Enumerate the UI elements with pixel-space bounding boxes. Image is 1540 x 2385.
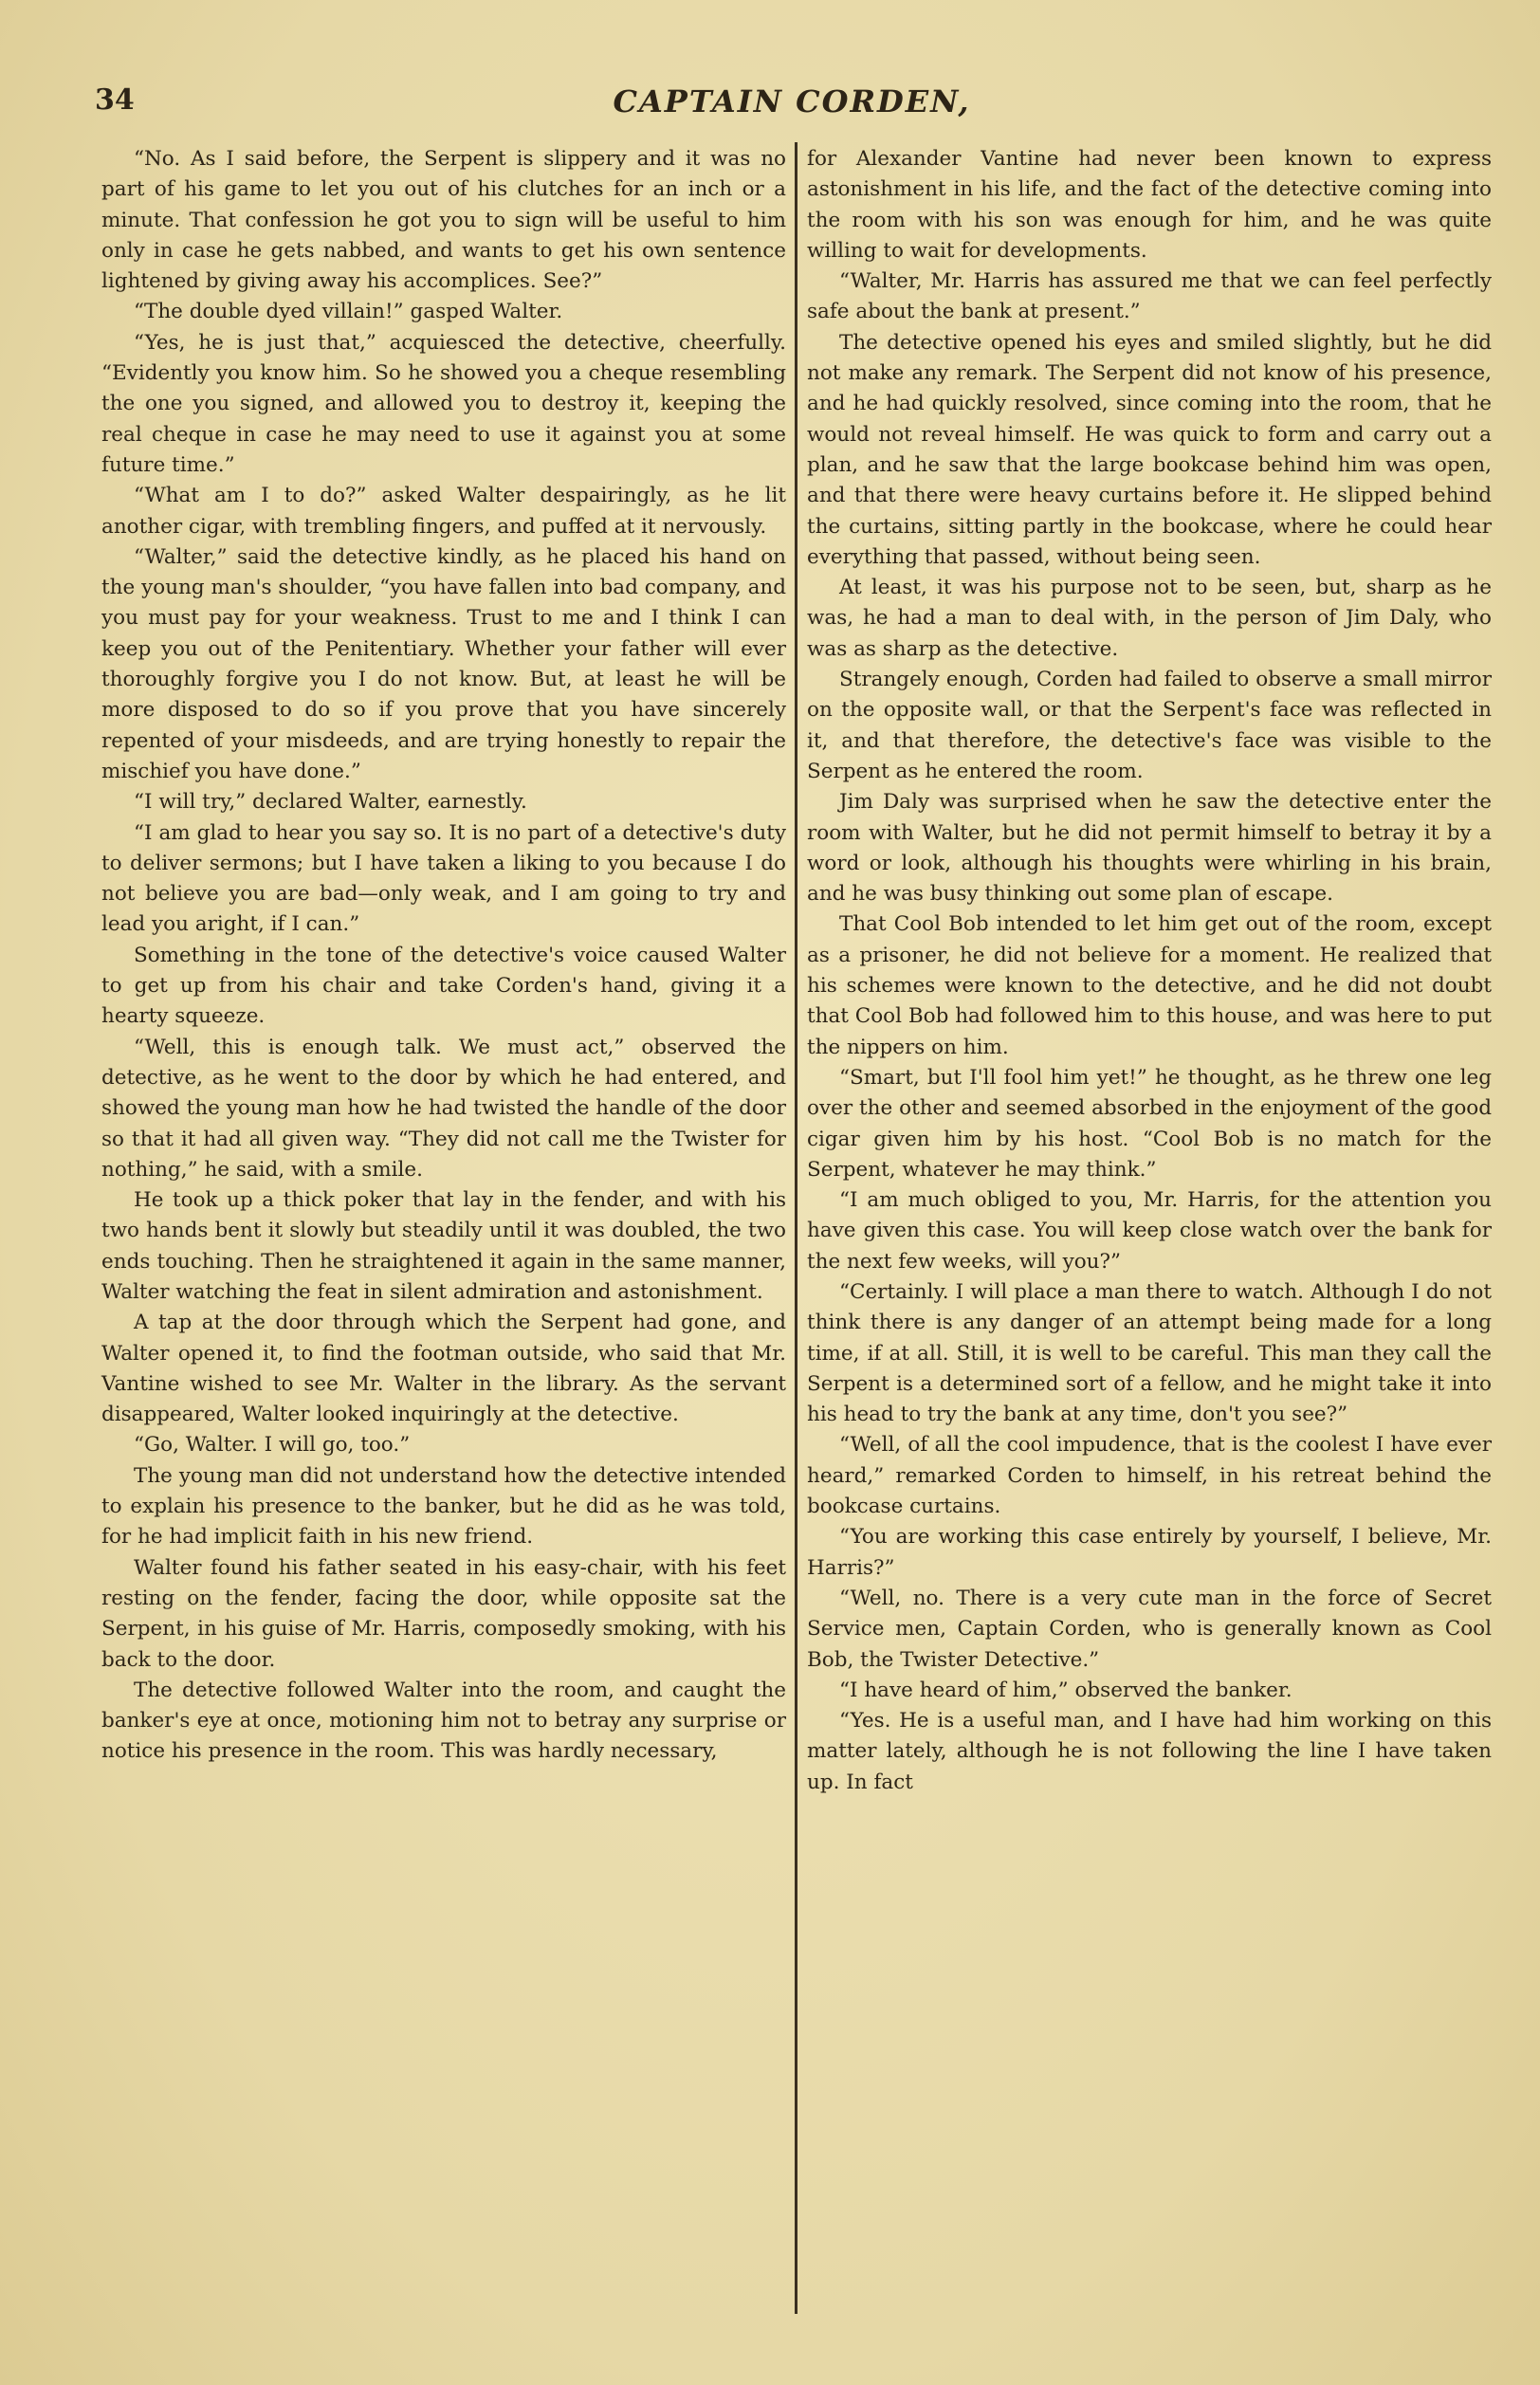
- paragraph: “Walter,” said the detective kindly, as he placed his hand on the young man's shoulder, “you have fallen into bad company, and you must pay for your weakness. Trust to me and I think I can keep you out of the Penitentiary. Whether your father will ever thoroughly forgive you I do not know. But, at least he will be more disposed to do so if you prove that you have sincerely repented of your misdeeds, and are trying honestly to repair the mischief you have done.”: [101, 544, 786, 783]
- paragraph: That Cool Bob intended to let him get out of the room, except as a prisoner, he did not believe for a moment. He realized that his schemes were known to the detective, and he did not doubt that Cool Bob had followed him to this house, and was here to put the nippers on him.: [807, 912, 1492, 1059]
- paragraph: At least, it was his purpose not to be seen, but, sharp as he was, he had a man to deal with, in the person of Jim Daly, who was as sharp as the detective.: [807, 576, 1492, 661]
- left-column: [101, 144, 786, 2325]
- paragraph: He took up a thick poker that lay in the fender, and with his two hands bent it slowly but steadily until it was doubled, the two ends touching. Then he straightened it again in the same manner, Walter watching the feat in silent admiration and astonishment.: [101, 1188, 786, 1304]
- paragraph: Something in the tone of the detective's voice caused Walter to get up from his chair and take Corden's hand, giving it a hearty squeeze.: [101, 943, 786, 1029]
- paragraph: “No. As I said before, the Serpent is slippery and it was no part of his game to let you out of his clutches for an inch or a minute. That confession he got you to sign will be useful to him only in case he gets nabbed, and wants to get his own sentence lightened by giving away his accomplices. See?”: [101, 147, 786, 294]
- right-column: [807, 144, 1492, 2325]
- paragraph: “I have heard of him,” observed the banker.: [839, 1678, 1292, 1702]
- paragraph: “Go, Walter. I will go, too.”: [134, 1433, 411, 1458]
- column-divider: [795, 142, 798, 2314]
- paragraph: “Certainly. I will place a man there to watch. Although I do not think there is any danger of an attempt being made for a long time, if at all. Still, it is well to be careful. This man they call the Serpent is a determined sort of a fellow, and he might take it into his head to try the bank at any time, don't you see?”: [807, 1279, 1492, 1427]
- paragraph: A tap at the door through which the Serpent had gone, and Walter opened it, to find the footman outside, who said that Mr. Vantine wished to see Mr. Walter in the library. As the servant disappeared, Walter looked inquiringly at the detective.: [101, 1311, 786, 1427]
- paragraph: “Smart, but I'll fool him yet!” he thought, as he threw one leg over the other and seemed absorbed in the enjoyment of the good cigar given him by his host. “Cool Bob is no match for the Serpent, whatever he may think.”: [807, 1065, 1492, 1182]
- paragraph: “Yes, he is just that,” acquiesced the detective, cheerfully. “Evidently you know him. So he showed you a cheque resembling the one you signed, and allowed you to destroy it, keeping the real cheque in case he may need to use it against you at some future time.”: [101, 330, 786, 477]
- paragraph: “I am much obliged to you, Mr. Harris, for the attention you have given this case. You will keep close watch over the bank for the next few weeks, will you?”: [807, 1188, 1492, 1274]
- paragraph: “Walter, Mr. Harris has assured me that we can feel perfectly safe about the bank at present.”: [807, 269, 1492, 324]
- paragraph: Jim Daly was surprised when he saw the detective enter the room with Walter, but he did not permit himself to betray it by a word or look, although his thoughts were whirling in his brain, and he was busy thinking out some plan of escape.: [807, 790, 1492, 907]
- paragraph: “I will try,” declared Walter, earnestly.: [134, 790, 527, 815]
- continued-paragraph: for Alexander Vantine had never been known to express astonishment in his life, and the fact of the detective coming into the room with his son was enough for him, and he was quite willing to wait for developments.: [807, 147, 1492, 263]
- paragraph: “The double dyed villain!” gasped Walter.: [134, 300, 563, 324]
- paragraph: “Well, no. There is a very cute man in the force of Secret Service men, Captain Corden, who is generally known as Cool Bob, the Twister Detective.”: [807, 1586, 1492, 1672]
- paragraph: “Well, of all the cool impudence, that is the coolest I have ever heard,” remarked Corden to himself, in his retreat behind the bookcase curtains.: [807, 1433, 1492, 1519]
- paragraph: Walter found his father seated in his easy-chair, with his feet resting on the fender, facing the door, while opposite sat the Serpent, in his guise of Mr. Harris, composedly smoking, with his back to the door.: [101, 1555, 786, 1672]
- paragraph: “What am I to do?” asked Walter despairingly, as he lit another cigar, with trembling fingers, and puffed at it nervously.: [101, 484, 786, 539]
- paragraph: “You are working this case entirely by yourself, I believe, Mr. Harris?”: [807, 1525, 1492, 1580]
- paragraph: “Yes. He is a useful man, and I have had him working on this matter lately, although he is not following the line I have taken up. In fact: [807, 1709, 1492, 1794]
- page-number: 34: [95, 83, 135, 117]
- paragraph: Strangely enough, Corden had failed to observe a small mirror on the opposite wall, or that the Serpent's face was reflected in it, and that therefore, the detective's face was visible to the Serpent as he entered the room.: [807, 668, 1492, 783]
- paragraph: The detective opened his eyes and smiled slightly, but he did not make any remark. The Serpent did not know of his presence, and he had quickly resolved, since coming into the room, that he would not reveal himself. He was quick to form and carry out a plan, and he saw that the large bookcase behind him was open, and that there were heavy curtains before it. He slipped behind the curtains, sitting partly in the bookcase, where he could hear everything that passed, without being seen.: [807, 330, 1492, 569]
- paragraph: The young man did not understand how the detective intended to explain his presence to the banker, but he did as he was told, for he had implicit faith in his new friend.: [101, 1463, 786, 1550]
- running-title: CAPTAIN CORDEN,: [613, 83, 971, 119]
- paragraph: The detective followed Walter into the room, and caught the banker's eye at once, motioning him not to betray any surprise or notice his presence in the room. This was hardly necessary,: [101, 1678, 786, 1764]
- page-header: [95, 83, 1489, 131]
- paragraph: “I am glad to hear you say so. It is no part of a detective's duty to deliver sermons; but I have taken a liking to you because I do not believe you are bad—only weak, and I am going to try and lead you aright, if I can.”: [101, 820, 786, 937]
- paragraph: “Well, this is enough talk. We must act,” observed the detective, as he went to the door by which he had entered, and showed the young man how he had twisted the handle of the door so that it had all given way. “They did not call me the Twister for nothing,” he said, with a smile.: [101, 1035, 786, 1182]
